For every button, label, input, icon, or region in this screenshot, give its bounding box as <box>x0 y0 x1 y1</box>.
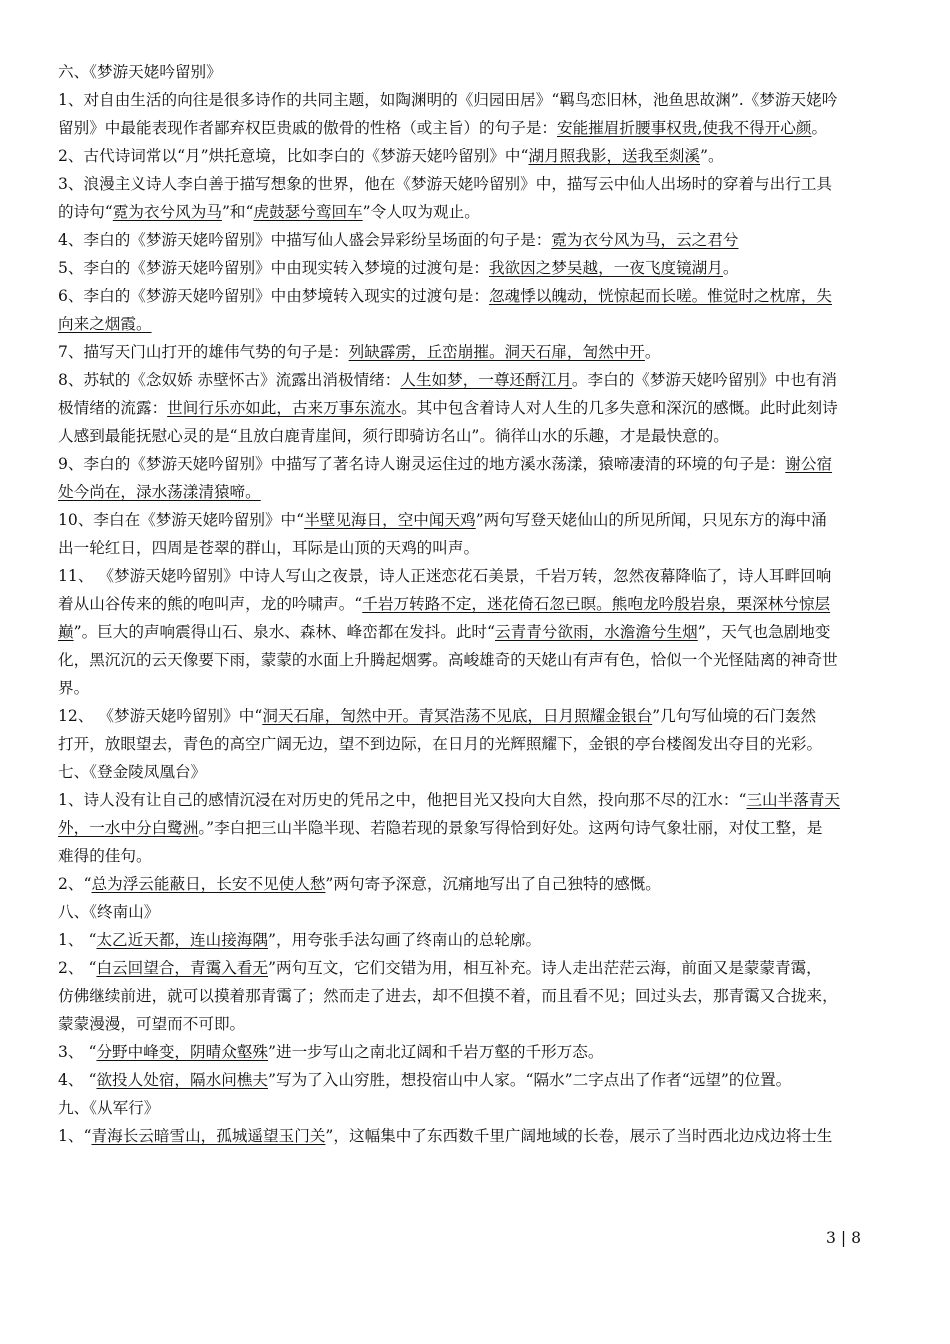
text-line <box>58 984 838 1008</box>
line-text: ”两句互文，它们交错为用，相互补充。诗人走出茫茫云海，前面又是蒙蒙青霭， <box>268 959 822 977</box>
line-text: ”令人叹为观止。 <box>362 203 480 221</box>
text-line <box>58 760 206 784</box>
line-text: 。其中包含着诗人对人生的几多失意和深沉的感慨。此时此刻诗 <box>401 399 838 417</box>
text-line <box>58 1068 791 1092</box>
text-line <box>58 200 480 224</box>
line-text: 人感到最能抚慰心灵的是“且放白鹿青崖间，须行即骑访名山”。徜徉山水的乐趣，才是最快意的。 <box>58 427 729 445</box>
text-line <box>58 732 822 756</box>
line-text: ”，天气也急剧地变 <box>697 623 831 641</box>
line-text: ”，用夸张手法勾画了终南山的总轮廓。 <box>268 931 542 949</box>
text-line <box>58 928 541 952</box>
line-text: 2、 “ <box>58 959 97 977</box>
line-text: 难得的佳句。 <box>58 847 152 865</box>
underlined-answer: 我欲因之梦吴越，一夜飞度镜湖月 <box>488 259 723 277</box>
text-line <box>58 536 479 560</box>
text-line <box>58 816 822 840</box>
line-text: 3、浪漫主义诗人李白善于描写想象的世界，他在《梦游天姥吟留别》中，描写云中仙人出场时的穿着与出行工具 <box>58 175 833 193</box>
line-text: ”两句寄予深意，沉痛地写出了自己独特的感慨。 <box>325 875 661 893</box>
line-text: 。 <box>722 259 739 277</box>
text-line <box>58 340 661 364</box>
underlined-answer: 洞天石扉，訇然中开。青冥浩荡不见底，日月照耀金银台 <box>262 707 653 725</box>
text-line <box>58 508 827 532</box>
text-line <box>58 788 840 812</box>
line-text: 七、《登金陵凤凰台》 <box>58 763 207 781</box>
line-text: 3、 “ <box>58 1043 97 1061</box>
line-text: 的诗句“ <box>58 203 113 221</box>
text-line <box>58 1124 832 1148</box>
text-line <box>58 704 816 728</box>
line-text: 仿佛继续前进，就可以摸着那青霭了；然而走了进去，却不但摸不着，而且看不见；回过头去，那青霭又合拢来， <box>58 987 838 1005</box>
line-text: 10、李白在《梦游天姥吟留别》中“ <box>58 511 305 529</box>
text-line <box>58 1040 603 1064</box>
line-text: ”写为了入山穷胜，想投宿山中人家。“隔水”二字点出了作者“远望”的位置。 <box>268 1071 792 1089</box>
page-number: 3 | 8 <box>826 1229 862 1247</box>
text-line <box>58 592 830 616</box>
underlined-answer: 云青青兮欲雨，水澹澹兮生烟 <box>495 623 698 641</box>
line-text: 蒙蒙漫漫，可望而不可即。 <box>58 1015 246 1033</box>
text-line <box>58 620 830 644</box>
line-text: 界。 <box>58 679 90 697</box>
text-line <box>58 396 838 420</box>
line-text: 4、李白的《梦游天姥吟留别》中描写仙人盛会异彩纷呈场面的句子是： <box>58 231 552 249</box>
text-line <box>58 676 89 700</box>
text-line <box>58 648 838 672</box>
line-text: ”几句写仙境的石门轰然 <box>652 707 817 725</box>
line-text: ”和“ <box>221 203 254 221</box>
underlined-answer: 三山半落青天 <box>746 791 841 809</box>
line-text: ”进一步写山之南北辽阔和千岩万壑的千形万态。 <box>268 1043 604 1061</box>
text-line <box>58 424 729 448</box>
line-text: 极情绪的流露： <box>58 399 168 417</box>
underlined-answer: 半壁见海日，空中闻天鸡 <box>304 511 476 529</box>
line-text: 着从山谷传来的熊的咆叫声，龙的吟啸声。“ <box>58 595 363 613</box>
underlined-answer: 处今尚在，渌水荡漾清猿啼。 <box>58 483 261 501</box>
line-text: 8、苏轼的《念奴娇 赤壁怀古》流露出消极情绪： <box>58 371 401 389</box>
text-line <box>58 872 661 896</box>
underlined-answer: 外，一水中分白鹭洲 <box>58 819 199 837</box>
text-line <box>58 956 822 980</box>
text-line <box>58 452 832 476</box>
line-text: ”两句写登天姥仙山的所见所闻，只见东方的海中涌 <box>475 511 827 529</box>
underlined-answer: 总为浮云能蔽日，长安不见使人愁 <box>91 875 326 893</box>
line-text: 1、诗人没有让自己的感情沉浸在对历史的凭吊之中，他把目光又投向大自然，投向那不尽的江水：“ <box>58 791 747 809</box>
text-line <box>58 900 159 924</box>
line-text: 六、《梦游天姥吟留别》 <box>58 63 222 81</box>
text-line <box>58 144 724 168</box>
underlined-answer: 霓为衣兮风为马 <box>112 203 222 221</box>
line-text: 化，黑沉沉的云天像要下雨，蒙蒙的水面上升腾起烟雾。高峻雄奇的天姥山有声有色，恰似一个光怪陆离的神奇世 <box>58 651 838 669</box>
text-line <box>58 564 831 588</box>
underlined-answer: 巅 <box>58 623 74 641</box>
underlined-answer: 虎鼓瑟兮鸾回车 <box>253 203 363 221</box>
line-text: 2、“ <box>58 875 92 893</box>
underlined-answer: 白云回望合，青霭入看无 <box>96 959 268 977</box>
line-text: 6、李白的《梦游天姥吟留别》中由梦境转入现实的过渡句是： <box>58 287 489 305</box>
line-text: 1、“ <box>58 1127 92 1145</box>
underlined-answer: 忽魂悸以魄动，恍惊起而长嗟。惟觉时之枕席，失 <box>488 287 833 305</box>
line-text: ”。巨大的声响震得山石、泉水、森林、峰峦都在发抖。此时“ <box>73 623 495 641</box>
line-text: 12、 《梦游天姥吟留别》中“ <box>58 707 263 725</box>
line-text: 1、 “ <box>58 931 97 949</box>
text-line <box>58 1012 245 1036</box>
underlined-answer: 向来之烟霞。 <box>58 315 152 333</box>
text-line <box>58 312 152 336</box>
line-text: 打开，放眼望去，青色的高空广阔无边，望不到边际，在日月的光辉照耀下，金银的亭台楼阁发出夺目的光彩。 <box>58 735 823 753</box>
line-text: 。李白的《梦游天姥吟留别》中也有消 <box>571 371 838 389</box>
underlined-answer: 太乙近天都，连山接海隅 <box>96 931 268 949</box>
underlined-answer: 安能摧眉折腰事权贵,使我不得开心颜 <box>557 119 812 137</box>
line-text: 。”李白把三山半隐半现、若隐若现的景象写得恰到好处。这两句诗气象壮丽，对仗工整，是 <box>198 819 823 837</box>
underlined-answer: 谢公宿 <box>785 455 833 473</box>
text-line <box>58 60 222 84</box>
line-text: 。 <box>644 343 661 361</box>
underlined-answer: 千岩万转路不定，迷花倚石忽已暝。熊咆龙吟殷岩泉，栗深林兮惊层 <box>362 595 831 613</box>
underlined-answer: 欲投人处宿，隔水问樵夫 <box>96 1071 268 1089</box>
underlined-answer: 世间行乐亦如此，古来万事东流水 <box>167 399 402 417</box>
line-text: ”。 <box>700 147 724 165</box>
line-text: 。 <box>811 119 828 137</box>
line-text: 留别》中最能表现作者鄙弃权臣贵戚的傲骨的性格（或主旨）的句子是： <box>58 119 558 137</box>
line-text: ”，这幅集中了东西数千里广阔地域的长卷，展示了当时西北边戍边将士生 <box>325 1127 833 1145</box>
text-line <box>58 228 738 252</box>
underlined-answer: 列缺霹雳，丘峦崩摧。洞天石扉，訇然中开 <box>348 343 645 361</box>
text-line <box>58 256 738 280</box>
line-text: 5、李白的《梦游天姥吟留别》中由现实转入梦境的过渡句是： <box>58 259 489 277</box>
line-text: 2、古代诗词常以“月”烘托意境，比如李白的《梦游天姥吟留别》中“ <box>58 147 529 165</box>
text-line <box>58 116 827 140</box>
underlined-answer: 湖月照我影，送我至剡溪 <box>528 147 701 165</box>
text-line <box>58 88 837 112</box>
line-text: 八、《终南山》 <box>58 903 160 921</box>
line-text: 九、《从军行》 <box>58 1099 160 1117</box>
text-line <box>58 1096 159 1120</box>
text-line <box>58 284 832 308</box>
underlined-answer: 青海长云暗雪山，孤城遥望玉门关 <box>91 1127 326 1145</box>
line-text: 1、对自由生活的向往是很多诗作的共同主题，如陶渊明的《归园田居》“羁鸟恋旧林，池鱼思故渊”.《梦游天姥吟 <box>58 91 838 109</box>
line-text: 出一轮红日，四周是苍翠的群山，耳际是山顶的天鸡的叫声。 <box>58 539 480 557</box>
line-text: 4、 “ <box>58 1071 97 1089</box>
underlined-answer: 霓为衣兮风为马，云之君兮 <box>551 231 739 249</box>
text-line <box>58 172 832 196</box>
text-line <box>58 480 261 504</box>
underlined-answer: 人生如梦，一尊还酹江月 <box>400 371 572 389</box>
text-line <box>58 368 837 392</box>
line-text: 7、描写天门山打开的雄伟气势的句子是： <box>58 343 349 361</box>
line-text: 9、李白的《梦游天姥吟留别》中描写了著名诗人谢灵运住过的地方溪水荡漾，猿啼凄清的环境的句子是： <box>58 455 786 473</box>
text-line <box>58 844 152 868</box>
underlined-answer: 分野中峰变，阴晴众壑殊 <box>96 1043 268 1061</box>
line-text: 11、 《梦游天姥吟留别》中诗人写山之夜景，诗人正迷恋花石美景，千岩万转，忽然夜幕降临了，诗人耳畔回响 <box>58 567 832 585</box>
